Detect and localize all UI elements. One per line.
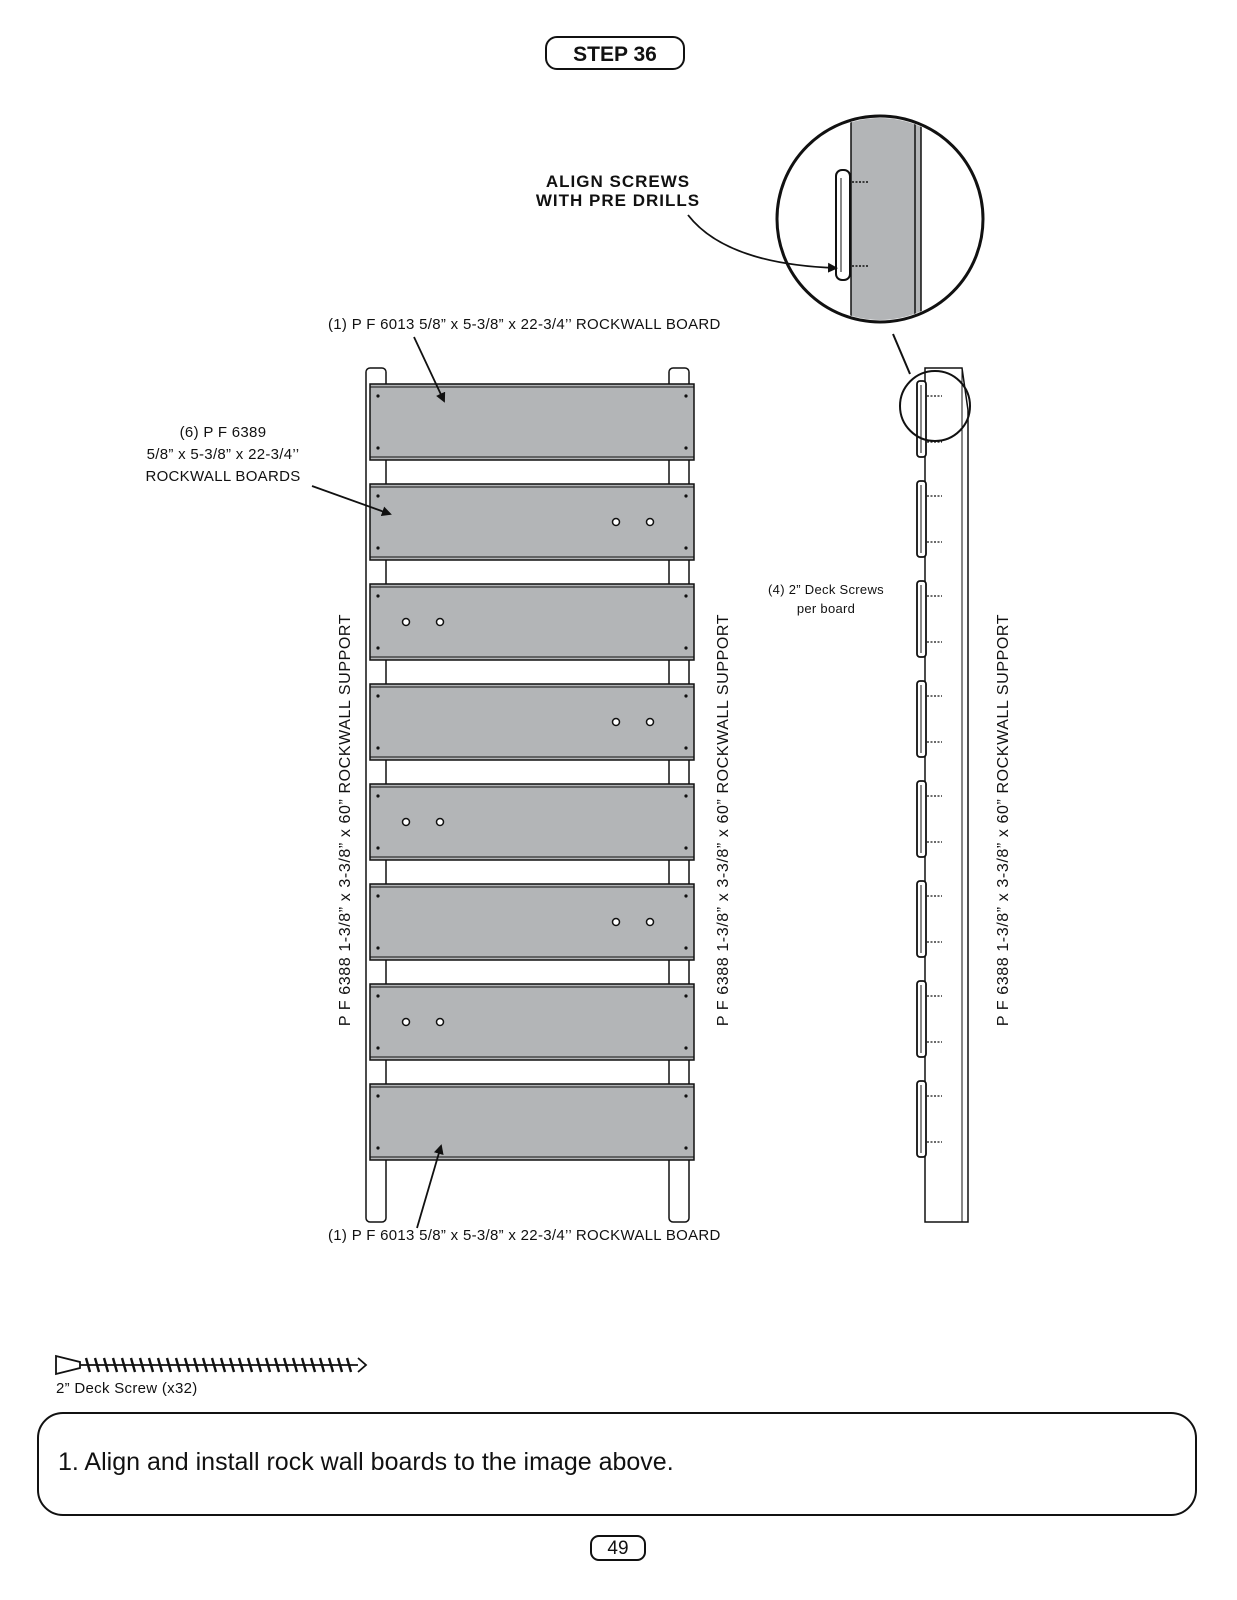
screw-point bbox=[684, 394, 687, 397]
pre-drill-hole bbox=[647, 719, 654, 726]
screw-point bbox=[684, 846, 687, 849]
screw-point bbox=[376, 494, 379, 497]
callout-text bbox=[520, 172, 716, 210]
screw-point bbox=[684, 794, 687, 797]
pre-drill-hole bbox=[437, 619, 444, 626]
pre-drill-hole bbox=[613, 519, 620, 526]
pre-drill-hole bbox=[647, 919, 654, 926]
screw-point bbox=[376, 794, 379, 797]
screw-point bbox=[376, 1146, 379, 1149]
rockwall-boards bbox=[370, 384, 694, 1160]
screw-point bbox=[376, 946, 379, 949]
screw-point bbox=[684, 746, 687, 749]
page-number: 49 bbox=[590, 1535, 646, 1561]
screw-point bbox=[376, 894, 379, 897]
rockwall-board bbox=[370, 584, 694, 660]
pre-drill-hole bbox=[613, 719, 620, 726]
rockwall-board bbox=[370, 384, 694, 460]
side-support-label: P F 6388 1-3/8” x 3-3/8” x 60” ROCKWALL SUPPORT bbox=[995, 613, 1012, 1027]
step-title: STEP 36 bbox=[545, 36, 685, 70]
top-board-label: (1) P F 6013 5/8” x 5-3/8” x 22-3/4’’ ROCKWALL BOARD bbox=[328, 316, 721, 333]
screw-point bbox=[684, 446, 687, 449]
rockwall-board bbox=[370, 484, 694, 560]
rockwall-board bbox=[370, 984, 694, 1060]
screw-point bbox=[684, 1094, 687, 1097]
bottom-board-label: (1) P F 6013 5/8” x 5-3/8” x 22-3/4’’ ROCKWALL BOARD bbox=[328, 1227, 721, 1244]
callout-line-2: WITH PRE DRILLS bbox=[535, 191, 701, 210]
screw-point bbox=[376, 746, 379, 749]
pre-drill-hole bbox=[613, 919, 620, 926]
screws-per-board-label bbox=[762, 580, 890, 618]
screw-point bbox=[376, 594, 379, 597]
rock-boards-label-line-3: ROCKWALL BOARDS bbox=[145, 468, 301, 485]
screw-point bbox=[376, 994, 379, 997]
rock-boards-label-line-2: 5/8” x 5-3/8” x 22-3/4’’ bbox=[146, 446, 300, 463]
deck-screw-icon bbox=[56, 1356, 366, 1374]
deck-screw-caption: 2” Deck Screw (x32) bbox=[56, 1380, 198, 1397]
rockwall-board bbox=[370, 884, 694, 960]
pre-drill-hole bbox=[437, 819, 444, 826]
rockwall-board bbox=[370, 784, 694, 860]
screw-point bbox=[684, 894, 687, 897]
left-support-label: P F 6388 1-3/8” x 3-3/8” x 60” ROCKWALL SUPPORT bbox=[337, 613, 354, 1027]
pre-drill-hole bbox=[403, 619, 410, 626]
screw-point bbox=[376, 646, 379, 649]
screw-point bbox=[684, 594, 687, 597]
callout-line-1: ALIGN SCREWS bbox=[545, 172, 691, 191]
pre-drill-hole bbox=[403, 819, 410, 826]
screw-point bbox=[684, 646, 687, 649]
right-support-label: P F 6388 1-3/8” x 3-3/8” x 60” ROCKWALL SUPPORT bbox=[715, 613, 732, 1027]
screw-point bbox=[376, 1046, 379, 1049]
pre-drill-hole bbox=[437, 1019, 444, 1026]
rockwall-board bbox=[370, 1084, 694, 1160]
pre-drill-hole bbox=[647, 519, 654, 526]
screw-point bbox=[376, 394, 379, 397]
screws-per-board-line-1: (4) 2” Deck Screws bbox=[768, 582, 884, 597]
screw-point bbox=[376, 694, 379, 697]
rock-boards-label-line-1: (6) P F 6389 bbox=[179, 424, 267, 441]
instruction-text: 1. Align and install rock wall boards to the image above. bbox=[58, 1448, 674, 1476]
pre-drill-hole bbox=[403, 1019, 410, 1026]
screw-point bbox=[376, 1094, 379, 1097]
screw-point bbox=[684, 494, 687, 497]
screws-per-board-line-2: per board bbox=[796, 601, 856, 616]
screw-point bbox=[376, 846, 379, 849]
screw-point bbox=[684, 1046, 687, 1049]
screw-point bbox=[684, 994, 687, 997]
screw-point bbox=[684, 1146, 687, 1149]
rock-boards-label bbox=[138, 422, 308, 488]
screw-point bbox=[376, 546, 379, 549]
rockwall-board bbox=[370, 684, 694, 760]
screw-point bbox=[684, 694, 687, 697]
screw-point bbox=[684, 546, 687, 549]
screw-point bbox=[684, 946, 687, 949]
screw-point bbox=[376, 446, 379, 449]
